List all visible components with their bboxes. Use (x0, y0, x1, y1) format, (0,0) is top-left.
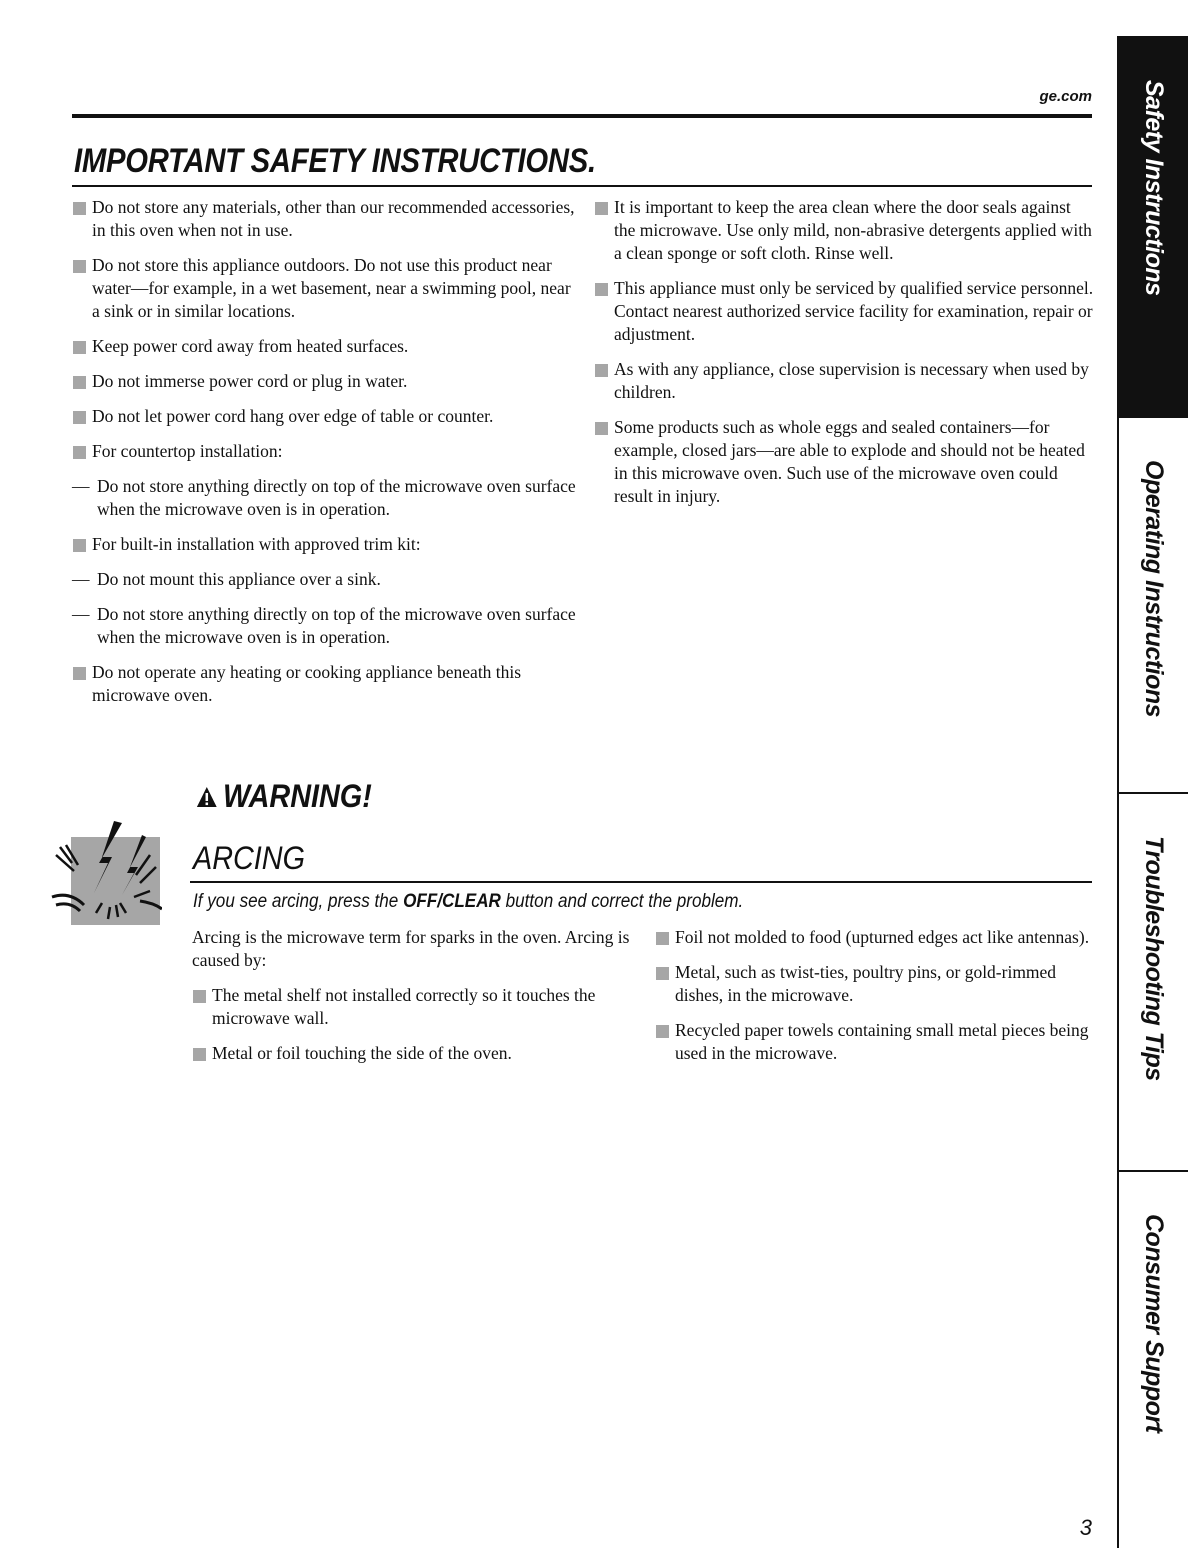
list-item-text: Do not mount this appliance over a sink. (97, 569, 381, 589)
arcing-subtitle-post: button and correct the problem. (500, 891, 744, 912)
off-clear-button-label: OFF/CLEAR (403, 891, 501, 912)
warning-heading-text: WARNING! (223, 778, 372, 814)
safety-item (594, 196, 1094, 265)
arcing-cause (655, 961, 1095, 1007)
safety-item (72, 440, 577, 463)
safety-item (72, 603, 577, 649)
safety-item (594, 358, 1094, 404)
square-bullet-icon (73, 539, 86, 552)
square-bullet-icon (595, 283, 608, 296)
warning-triangle-icon (196, 786, 218, 808)
title-rule (72, 185, 1092, 187)
tab-label: Consumer Support (1140, 1214, 1168, 1433)
list-item-text: Do not immerse power cord or plug in water. (92, 371, 408, 391)
tab-troubleshooting-tips[interactable] (1117, 792, 1188, 1170)
safety-item (72, 196, 577, 242)
list-item-text: Do not store this appliance outdoors. Do not use this product near water—for example, in a wet basement, near a swimming pool, near a sink or in similar locations. (92, 255, 571, 321)
square-bullet-icon (73, 202, 86, 215)
page-number: 3 (1079, 1515, 1092, 1540)
arcing-subtitle (193, 891, 743, 913)
square-bullet-icon (656, 932, 669, 945)
safety-item (72, 370, 577, 393)
square-bullet-icon (73, 341, 86, 354)
list-item-text: For built-in installation with approved trim kit: (92, 534, 421, 554)
arcing-cause (655, 926, 1095, 949)
safety-item (72, 475, 577, 521)
safety-item (594, 277, 1094, 346)
arcing-intro: Arcing is the microwave term for sparks in the oven. Arcing is caused by: (192, 927, 630, 970)
arcing-rule (190, 881, 1092, 883)
dash-marker: — (72, 476, 90, 496)
arcing-cause (655, 1019, 1095, 1065)
list-item-text: For countertop installation: (92, 441, 283, 461)
safety-item (72, 405, 577, 428)
list-item-text: The metal shelf not installed correctly so it touches the microwave wall. (212, 985, 596, 1028)
square-bullet-icon (73, 376, 86, 389)
arcing-title: ARCING (193, 840, 306, 876)
list-item-text: Some products such as whole eggs and sealed containers—for example, closed jars—are able to explode and should not be heated in this microwave oven. Such use of the microwave oven could result in injury. (614, 417, 1085, 506)
arcing-cause (192, 1042, 642, 1065)
square-bullet-icon (73, 446, 86, 459)
safety-item (72, 335, 577, 358)
square-bullet-icon (595, 364, 608, 377)
safety-list-right (594, 196, 1094, 520)
tab-label: Operating Instructions (1140, 460, 1168, 718)
square-bullet-icon (656, 1025, 669, 1038)
safety-item (72, 533, 577, 556)
safety-item (72, 661, 577, 707)
list-item-text: Metal or foil touching the side of the oven. (212, 1043, 512, 1063)
safety-item (594, 416, 1094, 508)
page-title: IMPORTANT SAFETY INSTRUCTIONS. (74, 142, 596, 180)
list-item-text: Do not store any materials, other than our recommended accessories, in this oven when not in use. (92, 197, 575, 240)
square-bullet-icon (595, 202, 608, 215)
arcing-spark-icon (50, 815, 162, 927)
safety-item (72, 254, 577, 323)
tab-consumer-support[interactable] (1117, 1170, 1188, 1548)
tab-safety-instructions[interactable] (1117, 36, 1188, 416)
square-bullet-icon (193, 990, 206, 1003)
header-rule (72, 114, 1092, 118)
dash-marker: — (72, 604, 90, 624)
tab-operating-instructions[interactable] (1117, 416, 1188, 792)
square-bullet-icon (73, 411, 86, 424)
arcing-subtitle-pre: If you see arcing, press the (193, 891, 404, 912)
list-item-text: Do not store anything directly on top of the microwave oven surface when the microwave oven is in operation. (97, 604, 576, 647)
square-bullet-icon (595, 422, 608, 435)
safety-list-left (72, 196, 577, 719)
site-url[interactable]: ge.com (1039, 88, 1092, 105)
list-item-text: Recycled paper towels containing small metal pieces being used in the microwave. (675, 1020, 1089, 1063)
square-bullet-icon (193, 1048, 206, 1061)
list-item-text: Metal, such as twist-ties, poultry pins, or gold-rimmed dishes, in the microwave. (675, 962, 1057, 1005)
arcing-list-left (192, 926, 642, 1077)
arcing-cause (192, 984, 642, 1030)
square-bullet-icon (656, 967, 669, 980)
safety-item (72, 568, 577, 591)
list-item-text: As with any appliance, close supervision is necessary when used by children. (614, 359, 1089, 402)
list-item-text: Do not let power cord hang over edge of table or counter. (92, 406, 494, 426)
arcing-list-right (655, 926, 1095, 1077)
list-item-text: It is important to keep the area clean where the door seals against the microwave. Use only mild, non-abrasive detergents applied with a clean sponge or soft cloth. Rinse well. (614, 197, 1092, 263)
list-item-text: Do not operate any heating or cooking appliance beneath this microwave oven. (92, 662, 522, 705)
list-item-text: Foil not molded to food (upturned edges act like antennas). (675, 927, 1090, 947)
square-bullet-icon (73, 260, 86, 273)
list-item-text: This appliance must only be serviced by qualified service personnel. Contact nearest authorized service facility for examination, repair or adjustment. (614, 278, 1094, 344)
warning-heading (196, 778, 372, 815)
tab-label: Safety Instructions (1140, 80, 1168, 296)
list-item-text: Keep power cord away from heated surfaces. (92, 336, 409, 356)
list-item-text: Do not store anything directly on top of the microwave oven surface when the microwave oven is in operation. (97, 476, 576, 519)
tab-label: Troubleshooting Tips (1140, 836, 1168, 1081)
dash-marker: — (72, 569, 90, 589)
square-bullet-icon (73, 667, 86, 680)
side-tabs (1117, 36, 1188, 1548)
